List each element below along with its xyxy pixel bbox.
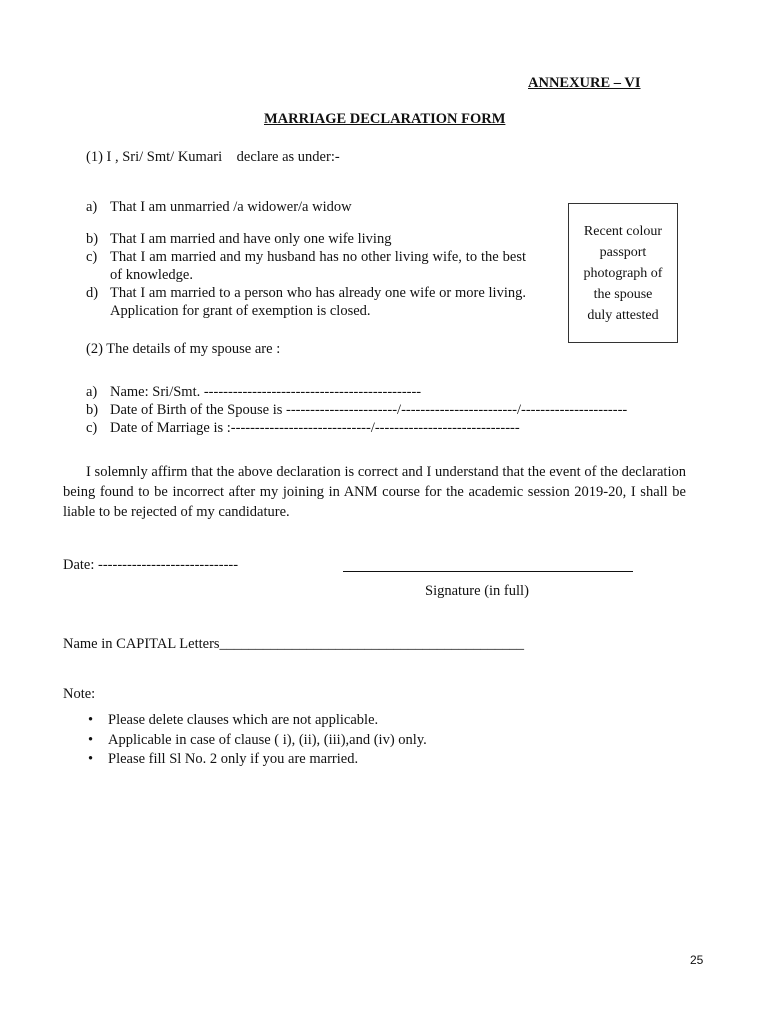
signature-label: Signature (in full)	[425, 583, 529, 599]
photo-box-line: passport	[599, 244, 647, 260]
field-text: Date of Marriage is :-----------------------------/------------------------------	[110, 420, 520, 436]
photo-box-line: Recent colour	[583, 223, 663, 239]
clause-a	[86, 198, 352, 216]
clause-label: a)	[86, 199, 98, 215]
annexure-label: ANNEXURE – VI	[528, 75, 641, 91]
note-item: • Please fill Sl No. 2 only if you are married.	[84, 750, 427, 770]
photo-box-line: the spouse	[593, 286, 653, 302]
affirmation-paragraph: I solemnly affirm that the above declaration is correct and I understand that the event of the declaration being found to be incorrect after my joining in ANM course for the academic session 2019-20, I shall be liable to be rejected of my candidature.	[63, 464, 686, 520]
clause-c	[86, 248, 526, 284]
field-label: a)	[86, 384, 98, 400]
field-label: c)	[86, 420, 98, 436]
note-list	[84, 711, 427, 770]
clause-text: That I am married to a person who has already one wife or more living. Application for grant of exemption is closed.	[110, 285, 526, 319]
field-text: Date of Birth of the Spouse is -----------------------/------------------------/----------------------	[110, 402, 628, 418]
note-heading: Note:	[63, 686, 96, 702]
clause-d	[86, 284, 526, 320]
photo-box-line: duly attested	[587, 307, 659, 323]
clause-label: b)	[86, 231, 99, 247]
photo-placeholder-box	[568, 203, 678, 343]
page-number: 25	[690, 953, 704, 967]
section2-intro: (2) The details of my spouse are :	[86, 341, 281, 357]
name-capital-field: Name in CAPITAL Letters__________________________________________	[63, 636, 525, 652]
note-item: • Please delete clauses which are not applicable.	[84, 711, 427, 731]
clause-label: d)	[86, 285, 99, 301]
field-text: Name: Sri/Smt. ---------------------------------------------	[110, 384, 422, 400]
form-title: MARRIAGE DECLARATION FORM	[264, 111, 506, 127]
note-item: • Applicable in case of clause ( i), (ii), (iii),and (iv) only.	[84, 731, 427, 751]
signature-line	[343, 571, 633, 572]
clause-label: c)	[86, 249, 98, 265]
clause-b	[86, 230, 391, 248]
field-label: b)	[86, 402, 99, 418]
section1-intro: (1) I , Sri/ Smt/ Kumari declare as under:-	[86, 149, 340, 165]
photo-box-line: photograph of	[583, 265, 663, 281]
clause-text: That I am married and my husband has no other living wife, to the best of knowledge.	[110, 249, 526, 283]
clause-text: That I am unmarried /a widower/a widow	[110, 199, 352, 215]
date-field: Date: -----------------------------	[63, 557, 239, 573]
spouse-dob-field	[86, 401, 627, 419]
spouse-name-field	[86, 383, 421, 401]
clause-text: That I am married and have only one wife living	[110, 231, 392, 247]
marriage-date-field	[86, 419, 520, 437]
